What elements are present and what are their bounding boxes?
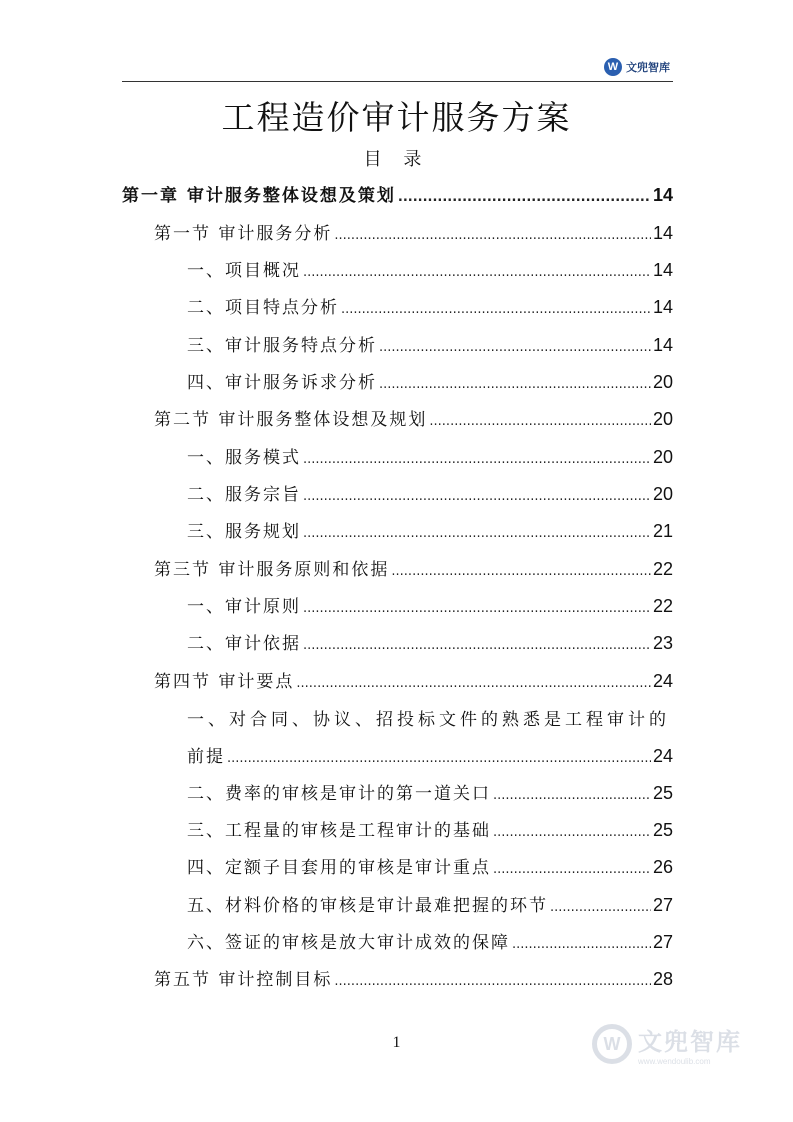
toc-leader	[303, 452, 651, 467]
toc-entry[interactable]	[187, 816, 673, 841]
watermark	[592, 1022, 742, 1066]
toc-entry[interactable]	[187, 928, 673, 953]
toc-entry[interactable]	[187, 592, 673, 617]
toc-entry[interactable]	[154, 965, 673, 990]
toc-entry-label: 一、审计原则	[187, 597, 301, 617]
toc-entry-label: 第五节 审计控制目标	[154, 970, 333, 990]
toc-entry-page: 14	[652, 297, 673, 317]
toc-entry-page: 20	[652, 447, 673, 467]
toc-leader	[379, 340, 651, 355]
toc-entry-label: 第四节 审计要点	[154, 672, 295, 692]
toc-entry-label: 第一章 审计服务整体设想及策划	[122, 186, 396, 206]
toc-leader	[512, 937, 651, 952]
toc-entry[interactable]	[187, 443, 673, 468]
toc-leader	[341, 302, 651, 317]
toc-leader	[303, 601, 651, 616]
toc-entry-page: 27	[652, 895, 673, 915]
toc-leader	[303, 526, 651, 541]
toc-entry[interactable]	[122, 181, 673, 206]
toc-entry-label: 二、服务宗旨	[187, 485, 301, 505]
toc-entry[interactable]	[154, 555, 673, 580]
watermark-logo-icon: W	[592, 1024, 632, 1064]
toc-entry[interactable]	[154, 219, 673, 244]
toc-leader	[303, 265, 651, 280]
toc-entry-label: 三、审计服务特点分析	[187, 336, 377, 356]
header-logo	[604, 58, 670, 76]
toc-entry[interactable]	[187, 331, 673, 356]
toc-entry-page: 20	[652, 484, 673, 504]
toc-entry-label: 二、项目特点分析	[187, 298, 339, 318]
toc-entry-label: 第二节 审计服务整体设想及规划	[154, 410, 428, 430]
toc-entry[interactable]	[187, 742, 673, 767]
toc-entry[interactable]	[187, 256, 673, 281]
toc-entry[interactable]	[187, 293, 673, 318]
toc-entry-wrapped[interactable]: 一、对合同、协议、招投标文件的熟悉是工程审计的	[187, 710, 670, 730]
toc-entry[interactable]	[187, 891, 673, 916]
toc-entry-page: 25	[652, 783, 673, 803]
watermark-name: 文兜智库	[638, 1028, 742, 1056]
toc-entry-label: 六、签证的审核是放大审计成效的保障	[187, 933, 510, 953]
toc-entry[interactable]	[187, 517, 673, 542]
toc-entry-page: 22	[652, 559, 673, 579]
toc-entry-label: 前提	[187, 747, 225, 767]
toc-entry[interactable]	[187, 629, 673, 654]
toc-entry[interactable]	[187, 480, 673, 505]
toc-leader	[391, 564, 651, 579]
toc-entry-label: 第三节 审计服务原则和依据	[154, 560, 390, 580]
toc-leader	[550, 900, 651, 915]
header-rule	[122, 81, 673, 82]
toc-entry-page: 26	[652, 857, 673, 877]
toc-entry-page: 23	[652, 633, 673, 653]
toc-leader	[334, 974, 651, 989]
toc-entry-label: 二、费率的审核是审计的第一道关口	[187, 784, 491, 804]
toc-entry-page: 14	[652, 223, 673, 243]
toc-entry[interactable]	[154, 405, 673, 430]
toc-entry-page: 22	[652, 596, 673, 616]
toc-heading: 目 录	[363, 149, 430, 170]
toc-entry-page: 24	[652, 746, 673, 766]
toc-entry-page: 28	[652, 969, 673, 989]
toc-entry[interactable]	[187, 368, 673, 393]
toc-entry-label: 一、服务模式	[187, 448, 301, 468]
toc-entry[interactable]	[187, 853, 673, 878]
toc-leader	[296, 676, 651, 691]
toc-entry-page: 14	[652, 185, 673, 205]
toc-leader	[379, 377, 651, 392]
toc-leader	[493, 825, 651, 840]
toc-entry-label: 一、项目概况	[187, 261, 301, 281]
toc-entry-page: 20	[652, 409, 673, 429]
toc-entry-label: 三、工程量的审核是工程审计的基础	[187, 821, 491, 841]
toc-leader	[493, 788, 651, 803]
toc-leader	[227, 751, 651, 766]
toc-entry-page: 14	[652, 335, 673, 355]
logo-text: 文兜智库	[626, 61, 670, 74]
toc-leader	[493, 862, 651, 877]
toc-leader	[429, 414, 651, 429]
page-number: 1	[392, 1034, 401, 1051]
toc-entry-page: 20	[652, 372, 673, 392]
toc-leader	[303, 638, 651, 653]
toc-entry-label: 五、材料价格的审核是审计最难把握的环节	[187, 896, 548, 916]
toc-entry[interactable]	[187, 779, 673, 804]
toc-entry-page: 25	[652, 820, 673, 840]
toc-entry-label: 第一节 审计服务分析	[154, 224, 333, 244]
toc-entry-label: 四、审计服务诉求分析	[187, 373, 377, 393]
toc-entry-label: 四、定额子目套用的审核是审计重点	[187, 858, 491, 878]
toc-leader	[303, 489, 651, 504]
toc-entry-page: 24	[652, 671, 673, 691]
toc-entry-label: 三、服务规划	[187, 522, 301, 542]
toc-entry[interactable]	[154, 667, 673, 692]
toc-leader	[398, 190, 651, 205]
watermark-url: www.wendoulib.com	[638, 1057, 711, 1066]
toc-entry-page: 27	[652, 932, 673, 952]
toc-leader	[334, 228, 651, 243]
toc-entry-page: 21	[652, 521, 673, 541]
toc-entry-label: 二、审计依据	[187, 634, 301, 654]
logo-icon: W	[604, 58, 622, 76]
toc-entry-page: 14	[652, 260, 673, 280]
document-title: 工程造价审计服务方案	[221, 98, 572, 137]
